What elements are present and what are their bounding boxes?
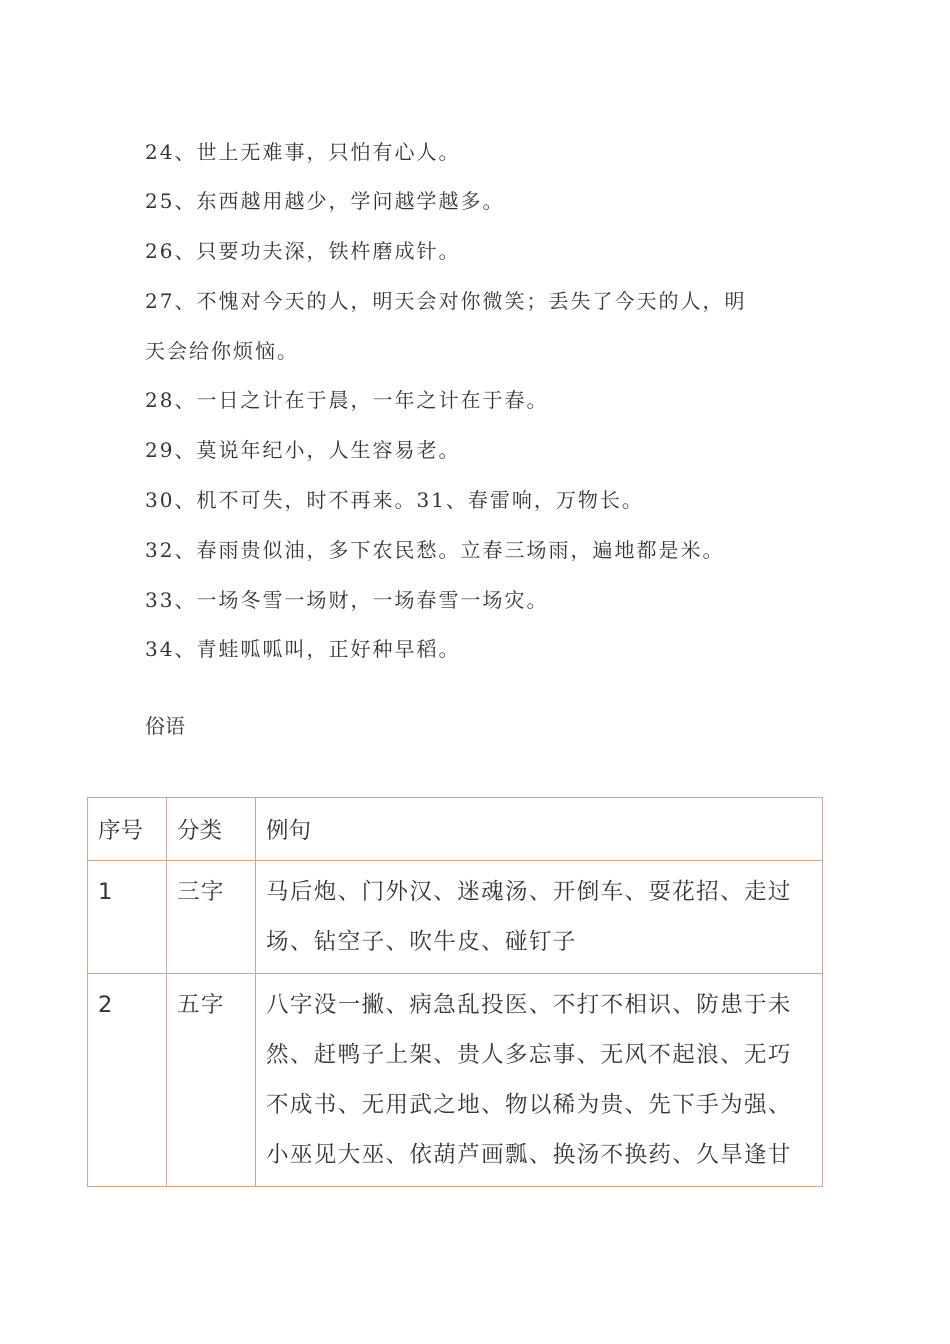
- row-examples: [256, 974, 823, 1187]
- proverb-line: 天会给你烦恼。: [145, 339, 299, 363]
- header-number: 序号: [88, 798, 167, 861]
- proverb-line: 25、东西越用越少，学问越学越多。: [145, 189, 505, 213]
- table-row: [88, 861, 823, 974]
- header-examples: 例句: [256, 798, 823, 861]
- row-number: 2: [98, 992, 114, 1018]
- proverb-line: 24、世上无难事，只怕有心人。: [145, 140, 461, 164]
- proverb-line: 26、只要功夫深，铁杵磨成针。: [145, 239, 461, 263]
- example-line: 小巫见大巫、依葫芦画瓢、换汤不换药、久旱逢甘: [266, 1142, 792, 1168]
- row-examples: [256, 861, 823, 974]
- example-line: 场、钻空子、吹牛皮、碰钉子: [266, 929, 577, 955]
- proverb-line: 33、一场冬雪一场财，一场春雪一场灾。: [145, 588, 549, 612]
- sayings-table: [87, 797, 823, 1187]
- section-heading: 俗语: [145, 714, 185, 738]
- proverb-line: 32、春雨贵似油，多下农民愁。立春三场雨，遍地都是米。: [145, 538, 725, 562]
- proverb-line: 28、一日之计在于晨，一年之计在于春。: [145, 388, 549, 412]
- table-row: [88, 974, 823, 1187]
- example-line: 八字没一撇、病急乱投医、不打不相识、防患于未: [266, 992, 792, 1018]
- row-number: 1: [98, 879, 114, 905]
- proverb-line: 29、莫说年纪小，人生容易老。: [145, 438, 461, 462]
- row-category: 三字: [177, 879, 225, 905]
- table-header-row: [88, 798, 823, 861]
- example-line: 然、赶鸭子上架、贵人多忘事、无风不起浪、无巧: [266, 1042, 792, 1068]
- header-category: 分类: [167, 798, 256, 861]
- proverb-line: 34、青蛙呱呱叫，正好种早稻。: [145, 637, 461, 661]
- proverb-line: 27、不愧对今天的人，明天会对你微笑；丢失了今天的人，明: [145, 289, 747, 313]
- row-category: 五字: [177, 992, 225, 1018]
- proverb-line: 30、机不可失，时不再来。31、春雷响，万物长。: [145, 488, 644, 512]
- example-line: 马后炮、门外汉、迷魂汤、开倒车、耍花招、走过: [266, 879, 792, 905]
- example-line: 不成书、无用武之地、物以稀为贵、先下手为强、: [266, 1092, 792, 1118]
